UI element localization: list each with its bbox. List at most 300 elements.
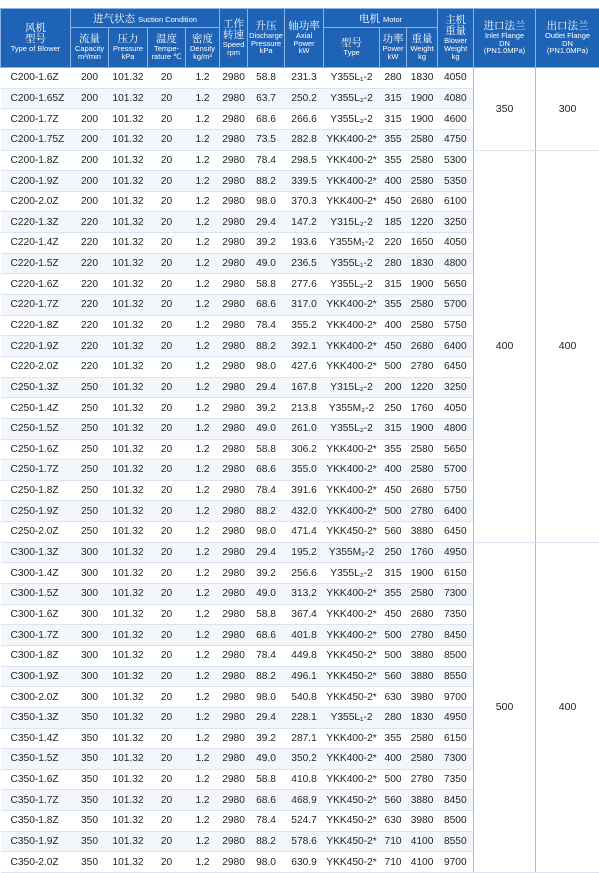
cell-temperature: 20 (148, 831, 186, 852)
cell-density: 1.2 (186, 769, 220, 790)
cell-motor-type: YKK450-2* (324, 666, 380, 687)
cell-shaft-power: 195.2 (285, 542, 324, 563)
cell-pressure: 101.32 (109, 398, 148, 419)
cell-motor-type: Y355L₂-2 (324, 109, 380, 130)
header-motor-power-cn: 功率 (380, 34, 406, 45)
header-main-weight-en2: Weight (438, 45, 473, 53)
table-body (1, 68, 599, 873)
cell-discharge-pressure: 68.6 (248, 295, 285, 316)
cell-pressure: 101.32 (109, 522, 148, 543)
cell-blower-weight: 4800 (438, 418, 474, 439)
cell-temperature: 20 (148, 274, 186, 295)
cell-blower-weight: 3250 (438, 377, 474, 398)
cell-motor-type: YKK400-2* (324, 460, 380, 481)
cell-motor-power: 355 (380, 129, 407, 150)
cell-flow: 300 (71, 666, 109, 687)
cell-shaft-power: 392.1 (285, 336, 324, 357)
cell-flow: 250 (71, 398, 109, 419)
cell-model: C200-1.7Z (1, 109, 71, 130)
cell-discharge-pressure: 58.8 (248, 604, 285, 625)
cell-temperature: 20 (148, 439, 186, 460)
cell-discharge-pressure: 29.4 (248, 212, 285, 233)
cell-flow: 220 (71, 212, 109, 233)
cell-model: C250-1.9Z (1, 501, 71, 522)
cell-motor-type: YKK450-2* (324, 522, 380, 543)
cell-model: C200-1.75Z (1, 129, 71, 150)
cell-shaft-power: 167.8 (285, 377, 324, 398)
cell-model: C300-1.5Z (1, 584, 71, 605)
header-discharge-cn: 升压 (248, 21, 284, 32)
cell-pressure: 101.32 (109, 645, 148, 666)
cell-motor-type: Y355M₂-2 (324, 542, 380, 563)
header-inlet-cn: 进口法兰 (474, 21, 535, 32)
cell-flow: 250 (71, 522, 109, 543)
cell-blower-weight: 6150 (438, 728, 474, 749)
cell-discharge-pressure: 88.2 (248, 666, 285, 687)
cell-pressure: 101.32 (109, 356, 148, 377)
cell-pressure: 101.32 (109, 687, 148, 708)
cell-density: 1.2 (186, 356, 220, 377)
cell-pressure: 101.32 (109, 480, 148, 501)
cell-motor-type: Y355L₂-2 (324, 88, 380, 109)
cell-motor-power: 500 (380, 625, 407, 646)
cell-temperature: 20 (148, 707, 186, 728)
cell-shaft-power: 313.2 (285, 584, 324, 605)
cell-model: C300-1.3Z (1, 542, 71, 563)
cell-shaft-power: 401.8 (285, 625, 324, 646)
cell-density: 1.2 (186, 480, 220, 501)
cell-discharge-pressure: 58.8 (248, 274, 285, 295)
cell-motor-weight: 1220 (407, 212, 438, 233)
header-speed-cn1: 工作 (220, 19, 247, 30)
cell-speed: 2980 (220, 274, 248, 295)
cell-density: 1.2 (186, 831, 220, 852)
cell-discharge-pressure: 68.6 (248, 109, 285, 130)
cell-density: 1.2 (186, 439, 220, 460)
cell-model: C350-1.3Z (1, 707, 71, 728)
cell-motor-type: YKK400-2* (324, 150, 380, 171)
cell-flow: 350 (71, 811, 109, 832)
cell-temperature: 20 (148, 542, 186, 563)
cell-density: 1.2 (186, 336, 220, 357)
cell-speed: 2980 (220, 501, 248, 522)
cell-blower-weight: 8550 (438, 666, 474, 687)
cell-temperature: 20 (148, 129, 186, 150)
cell-motor-type: Y355M₂-2 (324, 398, 380, 419)
header-temperature-en2: rature ℃ (148, 53, 185, 61)
cell-temperature: 20 (148, 728, 186, 749)
cell-temperature: 20 (148, 790, 186, 811)
cell-motor-type: YKK400-2* (324, 584, 380, 605)
cell-model: C250-1.6Z (1, 439, 71, 460)
cell-motor-weight: 4100 (407, 831, 438, 852)
cell-flow: 200 (71, 109, 109, 130)
cell-shaft-power: 339.5 (285, 171, 324, 192)
cell-motor-type: YKK400-2* (324, 769, 380, 790)
cell-shaft-power: 193.6 (285, 233, 324, 254)
cell-flow: 300 (71, 645, 109, 666)
blower-spec-table (0, 8, 599, 873)
cell-density: 1.2 (186, 109, 220, 130)
header-density-en1: Density (186, 45, 219, 53)
cell-speed: 2980 (220, 769, 248, 790)
cell-temperature: 20 (148, 336, 186, 357)
cell-pressure: 101.32 (109, 150, 148, 171)
cell-motor-weight: 1900 (407, 563, 438, 584)
cell-pressure: 101.32 (109, 129, 148, 150)
cell-blower-weight: 7350 (438, 604, 474, 625)
cell-pressure: 101.32 (109, 191, 148, 212)
cell-motor-type: YKK400-2* (324, 749, 380, 770)
cell-density: 1.2 (186, 604, 220, 625)
cell-motor-power: 710 (380, 831, 407, 852)
cell-blower-weight: 4050 (438, 398, 474, 419)
cell-motor-weight: 1220 (407, 377, 438, 398)
cell-pressure: 101.32 (109, 88, 148, 109)
cell-motor-weight: 2580 (407, 728, 438, 749)
header-discharge (248, 9, 285, 68)
cell-density: 1.2 (186, 233, 220, 254)
cell-blower-weight: 8550 (438, 831, 474, 852)
header-motor (324, 9, 438, 28)
cell-speed: 2980 (220, 707, 248, 728)
cell-pressure: 101.32 (109, 253, 148, 274)
cell-pressure: 101.32 (109, 707, 148, 728)
cell-motor-weight: 1650 (407, 233, 438, 254)
cell-density: 1.2 (186, 398, 220, 419)
cell-discharge-pressure: 49.0 (248, 253, 285, 274)
cell-discharge-pressure: 39.2 (248, 398, 285, 419)
cell-motor-type: YKK400-2* (324, 501, 380, 522)
header-motor-en: Motor (383, 15, 402, 24)
cell-discharge-pressure: 58.8 (248, 769, 285, 790)
header-main-weight-cn2: 重量 (438, 26, 473, 37)
cell-pressure: 101.32 (109, 666, 148, 687)
cell-shaft-power: 261.0 (285, 418, 324, 439)
cell-inlet-flange: 500 (474, 542, 536, 872)
cell-shaft-power: 228.1 (285, 707, 324, 728)
cell-motor-power: 560 (380, 666, 407, 687)
cell-blower-weight: 8500 (438, 811, 474, 832)
cell-model: C300-1.4Z (1, 563, 71, 584)
cell-density: 1.2 (186, 191, 220, 212)
cell-flow: 220 (71, 233, 109, 254)
cell-speed: 2980 (220, 522, 248, 543)
cell-discharge-pressure: 49.0 (248, 418, 285, 439)
header-main-weight-en1: Blower (438, 37, 473, 45)
cell-flow: 350 (71, 728, 109, 749)
cell-flow: 300 (71, 687, 109, 708)
cell-motor-power: 280 (380, 68, 407, 89)
cell-discharge-pressure: 98.0 (248, 191, 285, 212)
cell-blower-weight: 8450 (438, 790, 474, 811)
cell-motor-weight: 2580 (407, 171, 438, 192)
cell-pressure: 101.32 (109, 460, 148, 481)
cell-motor-type: YKK400-2* (324, 336, 380, 357)
cell-shaft-power: 350.2 (285, 749, 324, 770)
cell-density: 1.2 (186, 584, 220, 605)
cell-motor-power: 355 (380, 584, 407, 605)
cell-shaft-power: 468.9 (285, 790, 324, 811)
cell-model: C220-1.8Z (1, 315, 71, 336)
cell-motor-weight: 2580 (407, 315, 438, 336)
cell-motor-power: 560 (380, 522, 407, 543)
cell-motor-power: 630 (380, 687, 407, 708)
cell-blower-weight: 4080 (438, 88, 474, 109)
cell-discharge-pressure: 29.4 (248, 377, 285, 398)
cell-motor-type: YKK450-2* (324, 645, 380, 666)
cell-motor-weight: 2580 (407, 584, 438, 605)
cell-temperature: 20 (148, 645, 186, 666)
cell-temperature: 20 (148, 522, 186, 543)
cell-model: C350-2.0Z (1, 852, 71, 873)
cell-motor-power: 500 (380, 769, 407, 790)
cell-inlet-flange: 350 (474, 68, 536, 151)
cell-model: C250-1.5Z (1, 418, 71, 439)
cell-motor-type: YKK400-2* (324, 480, 380, 501)
cell-shaft-power: 256.6 (285, 563, 324, 584)
cell-motor-type: YKK450-2* (324, 687, 380, 708)
cell-temperature: 20 (148, 584, 186, 605)
cell-model: C220-1.9Z (1, 336, 71, 357)
cell-motor-type: YKK450-2* (324, 831, 380, 852)
cell-motor-weight: 3880 (407, 666, 438, 687)
cell-motor-weight: 1900 (407, 109, 438, 130)
cell-density: 1.2 (186, 542, 220, 563)
cell-temperature: 20 (148, 418, 186, 439)
cell-pressure: 101.32 (109, 811, 148, 832)
cell-pressure: 101.32 (109, 790, 148, 811)
cell-pressure: 101.32 (109, 377, 148, 398)
cell-blower-weight: 5750 (438, 315, 474, 336)
cell-motor-power: 450 (380, 336, 407, 357)
cell-model: C300-1.6Z (1, 604, 71, 625)
cell-pressure: 101.32 (109, 852, 148, 873)
cell-temperature: 20 (148, 460, 186, 481)
cell-motor-power: 450 (380, 604, 407, 625)
cell-motor-weight: 2780 (407, 356, 438, 377)
header-main-weight-cn1: 主机 (438, 15, 473, 26)
cell-motor-weight: 3880 (407, 790, 438, 811)
cell-model: C350-1.6Z (1, 769, 71, 790)
cell-temperature: 20 (148, 769, 186, 790)
cell-flow: 300 (71, 563, 109, 584)
cell-motor-power: 400 (380, 171, 407, 192)
header-discharge-en3: kPa (248, 47, 284, 55)
cell-blower-weight: 4750 (438, 129, 474, 150)
cell-motor-weight: 4100 (407, 852, 438, 873)
cell-motor-weight: 2580 (407, 439, 438, 460)
cell-flow: 220 (71, 336, 109, 357)
cell-shaft-power: 266.6 (285, 109, 324, 130)
cell-blower-weight: 6400 (438, 336, 474, 357)
cell-motor-type: YKK450-2* (324, 811, 380, 832)
header-speed-cn2: 转速 (220, 30, 247, 41)
cell-blower-weight: 5300 (438, 150, 474, 171)
header-motor-weight-en2: kg (407, 53, 437, 61)
cell-model: C220-2.0Z (1, 356, 71, 377)
cell-temperature: 20 (148, 253, 186, 274)
cell-speed: 2980 (220, 439, 248, 460)
cell-motor-weight: 2580 (407, 460, 438, 481)
header-suction (71, 9, 220, 28)
cell-shaft-power: 578.6 (285, 831, 324, 852)
cell-temperature: 20 (148, 315, 186, 336)
cell-flow: 300 (71, 604, 109, 625)
cell-pressure: 101.32 (109, 418, 148, 439)
cell-motor-power: 280 (380, 707, 407, 728)
cell-discharge-pressure: 78.4 (248, 150, 285, 171)
cell-flow: 200 (71, 68, 109, 89)
header-temperature-en1: Tempe- (148, 45, 185, 53)
cell-speed: 2980 (220, 831, 248, 852)
cell-shaft-power: 449.8 (285, 645, 324, 666)
cell-shaft-power: 287.1 (285, 728, 324, 749)
cell-speed: 2980 (220, 418, 248, 439)
header-shaft-power-en1: Axial (285, 32, 323, 40)
header-motor-power-en1: Power (380, 45, 406, 53)
cell-blower-weight: 6100 (438, 191, 474, 212)
cell-motor-power: 400 (380, 460, 407, 481)
cell-speed: 2980 (220, 811, 248, 832)
cell-motor-power: 355 (380, 728, 407, 749)
cell-flow: 350 (71, 707, 109, 728)
header-temperature (148, 28, 186, 68)
cell-temperature: 20 (148, 68, 186, 89)
cell-density: 1.2 (186, 88, 220, 109)
header-shaft-power (285, 9, 324, 68)
cell-motor-type: Y355L₂-2 (324, 563, 380, 584)
cell-motor-weight: 3980 (407, 687, 438, 708)
cell-motor-power: 220 (380, 233, 407, 254)
table-row (1, 542, 599, 563)
cell-shaft-power: 317.0 (285, 295, 324, 316)
cell-temperature: 20 (148, 191, 186, 212)
cell-motor-type: Y355L₁-2 (324, 68, 380, 89)
cell-pressure: 101.32 (109, 295, 148, 316)
cell-model: C300-1.8Z (1, 645, 71, 666)
cell-motor-weight: 1900 (407, 418, 438, 439)
cell-density: 1.2 (186, 171, 220, 192)
cell-blower-weight: 4800 (438, 253, 474, 274)
cell-flow: 350 (71, 831, 109, 852)
header-motor-type (324, 28, 380, 68)
header-model-cn2: 型号 (1, 34, 70, 45)
cell-density: 1.2 (186, 563, 220, 584)
cell-shaft-power: 231.3 (285, 68, 324, 89)
cell-speed: 2980 (220, 109, 248, 130)
cell-blower-weight: 4950 (438, 542, 474, 563)
cell-model: C250-1.4Z (1, 398, 71, 419)
header-outlet-en2: DN (536, 40, 599, 48)
cell-pressure: 101.32 (109, 315, 148, 336)
cell-motor-weight: 2680 (407, 604, 438, 625)
cell-speed: 2980 (220, 315, 248, 336)
cell-flow: 200 (71, 129, 109, 150)
cell-temperature: 20 (148, 852, 186, 873)
cell-discharge-pressure: 88.2 (248, 501, 285, 522)
cell-pressure: 101.32 (109, 749, 148, 770)
cell-discharge-pressure: 29.4 (248, 542, 285, 563)
cell-pressure: 101.32 (109, 171, 148, 192)
cell-motor-type: YKK450-2* (324, 790, 380, 811)
cell-discharge-pressure: 68.6 (248, 790, 285, 811)
cell-motor-weight: 2680 (407, 480, 438, 501)
header-speed-en2: rpm (220, 49, 247, 57)
cell-model: C220-1.5Z (1, 253, 71, 274)
cell-blower-weight: 6450 (438, 522, 474, 543)
cell-flow: 350 (71, 852, 109, 873)
cell-motor-power: 450 (380, 191, 407, 212)
header-model-en: Type of Blower (1, 45, 70, 53)
cell-speed: 2980 (220, 625, 248, 646)
cell-flow: 220 (71, 274, 109, 295)
cell-blower-weight: 9700 (438, 687, 474, 708)
header-motor-weight-en1: Weight (407, 45, 437, 53)
cell-blower-weight: 7300 (438, 749, 474, 770)
cell-speed: 2980 (220, 563, 248, 584)
cell-temperature: 20 (148, 625, 186, 646)
cell-blower-weight: 5750 (438, 480, 474, 501)
cell-motor-power: 315 (380, 109, 407, 130)
cell-motor-power: 315 (380, 418, 407, 439)
cell-motor-weight: 1830 (407, 707, 438, 728)
cell-temperature: 20 (148, 811, 186, 832)
cell-blower-weight: 5650 (438, 439, 474, 460)
cell-discharge-pressure: 78.4 (248, 315, 285, 336)
cell-density: 1.2 (186, 749, 220, 770)
header-motor-power (380, 28, 407, 68)
cell-flow: 220 (71, 315, 109, 336)
cell-speed: 2980 (220, 68, 248, 89)
header-motor-weight-cn: 重量 (407, 34, 437, 45)
cell-shaft-power: 236.5 (285, 253, 324, 274)
cell-inlet-flange: 400 (474, 150, 536, 542)
cell-blower-weight: 9700 (438, 852, 474, 873)
header-motor-weight (407, 28, 438, 68)
header-pressure-en2: kPa (109, 53, 147, 61)
cell-motor-power: 500 (380, 356, 407, 377)
cell-temperature: 20 (148, 171, 186, 192)
cell-shaft-power: 630.9 (285, 852, 324, 873)
cell-model: C220-1.3Z (1, 212, 71, 233)
cell-discharge-pressure: 39.2 (248, 728, 285, 749)
cell-temperature: 20 (148, 666, 186, 687)
cell-shaft-power: 410.8 (285, 769, 324, 790)
cell-motor-type: YKK400-2* (324, 171, 380, 192)
cell-blower-weight: 4950 (438, 707, 474, 728)
cell-density: 1.2 (186, 212, 220, 233)
header-row-top (1, 9, 599, 28)
cell-speed: 2980 (220, 460, 248, 481)
cell-discharge-pressure: 58.8 (248, 439, 285, 460)
cell-motor-power: 710 (380, 852, 407, 873)
cell-motor-power: 250 (380, 542, 407, 563)
header-inlet (474, 9, 536, 68)
cell-flow: 200 (71, 88, 109, 109)
header-inlet-en3: (PN1.0MPa) (474, 47, 535, 55)
cell-model: C220-1.4Z (1, 233, 71, 254)
header-flow (71, 28, 109, 68)
cell-temperature: 20 (148, 563, 186, 584)
cell-model: C350-1.9Z (1, 831, 71, 852)
cell-motor-weight: 2680 (407, 191, 438, 212)
header-temperature-cn: 温度 (148, 34, 185, 45)
cell-discharge-pressure: 39.2 (248, 233, 285, 254)
cell-motor-weight: 2780 (407, 769, 438, 790)
cell-discharge-pressure: 73.5 (248, 129, 285, 150)
header-motor-type-en: Type (324, 49, 379, 57)
